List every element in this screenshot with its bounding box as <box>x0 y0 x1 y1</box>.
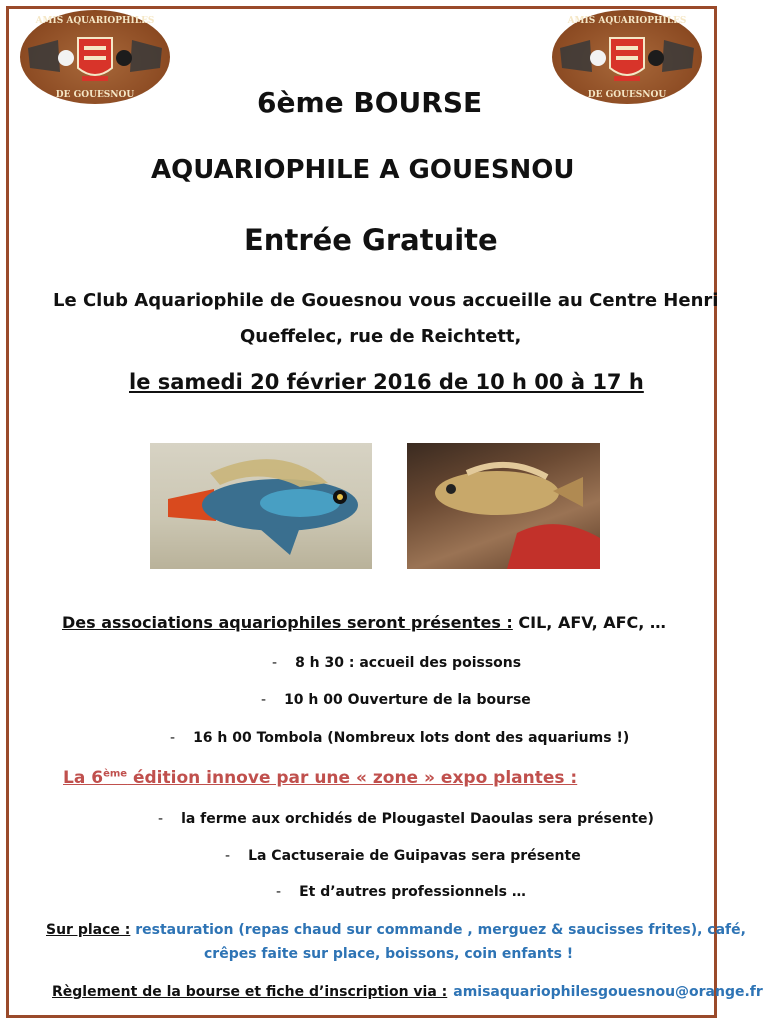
registration-label: Règlement de la bourse et fiche d’inscription via : <box>52 984 448 1000</box>
schedule-item: - 16 h 00 Tombola (Nombreux lots dont des aquariums !) <box>170 730 630 746</box>
logo-bottom-text: DE GOUESNOU <box>55 90 135 100</box>
exhibitor-item: - la ferme aux orchidés de Plougastel Daoulas sera présente) <box>158 811 654 827</box>
intro-line-2: Queffelec, rue de Reichtett, <box>240 326 522 347</box>
title-line-1: 6ème BOURSE <box>257 86 483 119</box>
fish-photo-apistogramma <box>150 443 372 569</box>
onsite-line-1: Sur place : restauration (repas chaud sur commande , merguez & saucisses frites), café, <box>46 922 746 938</box>
exhibitor-item: - La Cactuseraie de Guipavas sera présente <box>225 848 581 864</box>
title-line-3: Entrée Gratuite <box>244 223 498 257</box>
associations-label: Des associations aquariophiles seront présentes : <box>62 613 513 632</box>
club-logo-left <box>20 10 170 104</box>
onsite-line-2: crêpes faite sur place, boissons, coin enfants ! <box>204 946 574 962</box>
intro-line-1: Le Club Aquariophile de Gouesnou vous accueille au Centre Henri <box>53 290 719 311</box>
fish-photo-geophagus <box>407 443 600 569</box>
event-date: le samedi 20 février 2016 de 10 h 00 à 17 h <box>129 370 644 394</box>
logo-top-text: AMIS AQUARIOPHILES <box>567 16 687 26</box>
associations-list: CIL, AFV, AFC, … <box>512 613 666 632</box>
schedule-item: - 10 h 00 Ouverture de la bourse <box>261 692 531 708</box>
logo-top-text: AMIS AQUARIOPHILES <box>35 16 155 26</box>
registration-line <box>52 984 763 1000</box>
associations-line <box>62 613 666 632</box>
logo-bottom-text: DE GOUESNOU <box>587 90 667 100</box>
club-logo-right <box>552 10 702 104</box>
innovation-headline: La 6ème édition innove par une « zone » expo plantes : <box>63 768 578 788</box>
onsite-label: Sur place : <box>46 922 131 938</box>
registration-email-link[interactable]: amisaquariophilesgouesnou@orange.fr <box>453 984 763 1000</box>
title-line-2: AQUARIOPHILE A GOUESNOU <box>151 155 575 185</box>
exhibitor-item: - Et d’autres professionnels … <box>276 884 526 900</box>
schedule-item: - 8 h 30 : accueil des poissons <box>272 655 522 671</box>
